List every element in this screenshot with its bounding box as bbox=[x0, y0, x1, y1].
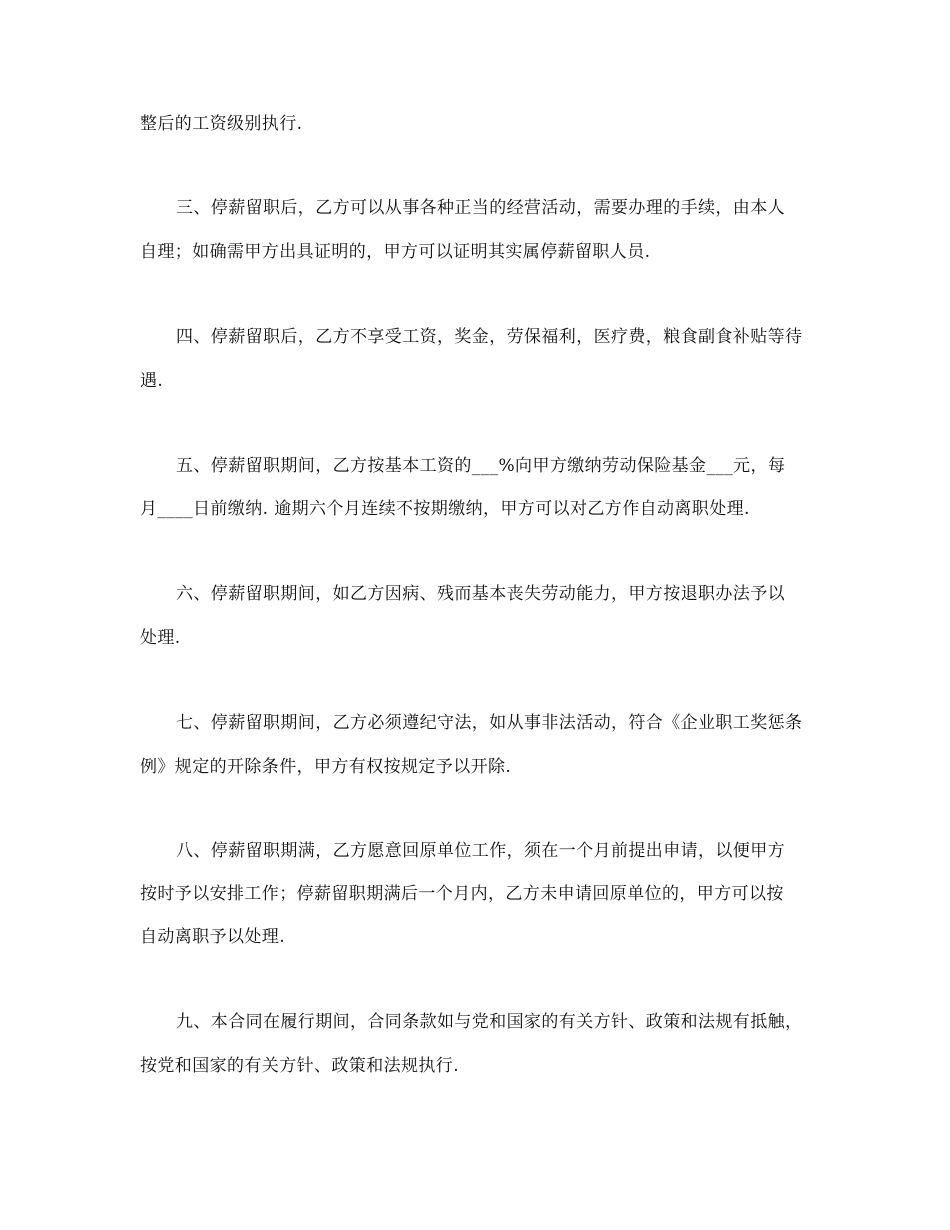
clause-7-line-1: 七、停薪留职期间，乙方必须遵纪守法，如从事非法活动，符合《企业职工奖惩条 bbox=[176, 713, 803, 733]
paragraph-line: 整后的工资级别执行. bbox=[140, 114, 303, 134]
clause-6-line-1: 六、停薪留职期间，如乙方因病、残而基本丧失劳动能力，甲方按退职办法予以 bbox=[176, 584, 785, 604]
clause-5-line-1: 五、停薪留职期间，乙方按基本工资的___%向甲方缴纳劳动保险基金___元，每 bbox=[176, 456, 786, 476]
clause-5-line-2: 月____日前缴纳. 逾期六个月连续不按期缴纳，甲方可以对乙方作自动离职处理. bbox=[140, 499, 750, 519]
clause-8-line-2: 按时予以安排工作；停薪留职期满后一个月内，乙方未申请回原单位的，甲方可以按 bbox=[140, 884, 784, 904]
clause-6-line-2: 处理. bbox=[140, 628, 181, 648]
clause-9-line-2: 按党和国家的有关方针、政策和法规执行. bbox=[140, 1056, 460, 1076]
clause-3-line-2: 自理；如确需甲方出具证明的，甲方可以证明其实属停薪留职人员. bbox=[140, 242, 651, 262]
clause-4-line-1: 四、停薪留职后，乙方不享受工资，奖金，劳保福利，医疗费，粮食副食补贴等待 bbox=[176, 327, 803, 347]
clause-8-line-1: 八、停薪留职期满，乙方愿意回原单位工作，须在一个月前提出申请，以便甲方 bbox=[176, 841, 785, 861]
clause-4-line-2: 遇. bbox=[140, 371, 164, 391]
clause-7-line-2: 例》规定的开除条件，甲方有权按规定予以开除. bbox=[140, 757, 512, 777]
clause-3-line-1: 三、停薪留职后，乙方可以从事各种正当的经营活动，需要办理的手续，由本人 bbox=[176, 198, 785, 218]
clause-9-line-1: 九、本合同在履行期间，合同条款如与党和国家的有关方针、政策和法规有抵触， bbox=[176, 1012, 803, 1032]
clause-8-line-3: 自动离职予以处理. bbox=[140, 927, 286, 947]
